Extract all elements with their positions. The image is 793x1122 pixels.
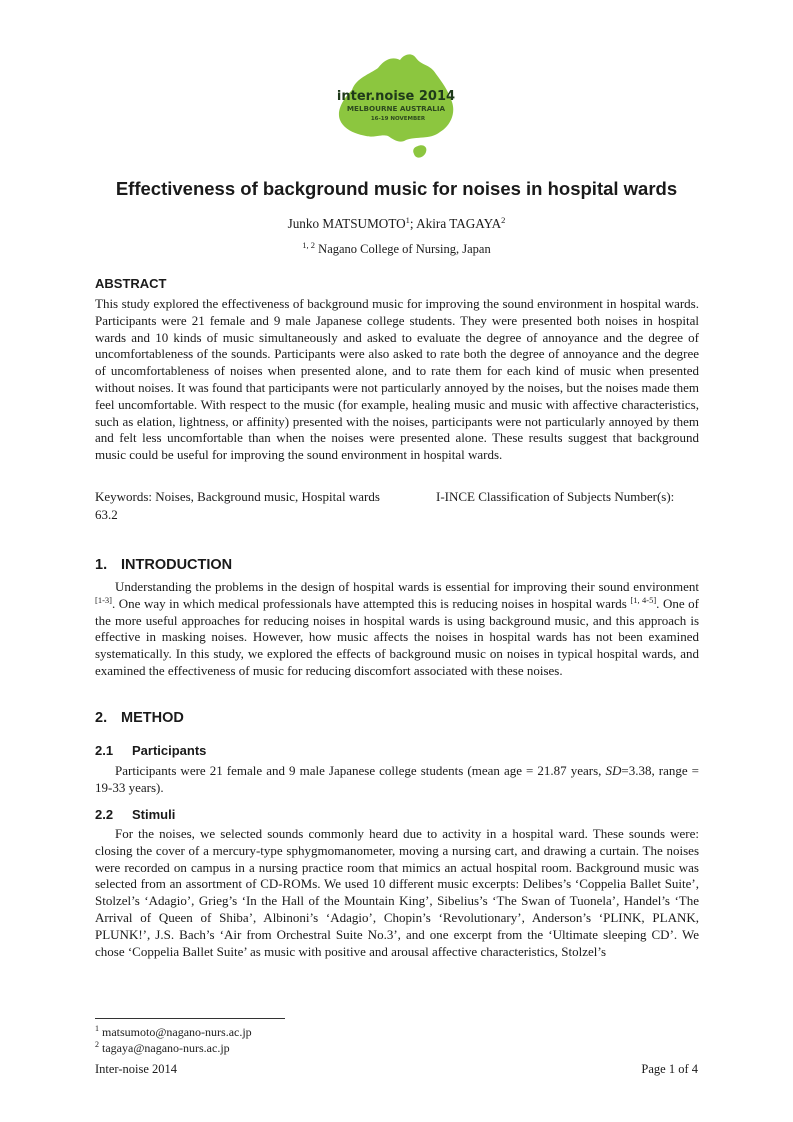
- subsection-title: Participants: [132, 743, 207, 758]
- participants-paragraph: [95, 763, 699, 797]
- footer-page-number: Page 1 of 4: [641, 1062, 698, 1076]
- author-1: Junko MATSUMOTO: [287, 216, 406, 231]
- paper-title: Effectiveness of background music for noises in hospital wards: [115, 178, 678, 199]
- author-line: [60, 216, 733, 233]
- logo-text-main: inter.noise 2014: [336, 89, 456, 104]
- tasmania-shape: [413, 145, 426, 157]
- participants-text-1: Participants were 21 female and 9 male Japanese college students (mean age = 21.87 years,: [115, 763, 606, 778]
- classification-label: I-INCE Classification of Subjects Number(s):: [436, 489, 675, 504]
- footnote-mark: 1: [95, 1024, 99, 1033]
- author-1-mark: 1: [405, 215, 410, 225]
- section-method-heading: [95, 710, 184, 727]
- sd-symbol: SD: [605, 763, 622, 778]
- affiliation-text: Nagano College of Nursing, Japan: [315, 242, 491, 256]
- inter-noise-2014-logo: [330, 50, 462, 162]
- footnote-mark: 2: [95, 1040, 99, 1049]
- section-title: METHOD: [121, 710, 184, 726]
- author-2: Akira TAGAYA: [416, 216, 502, 231]
- logo-text-dates: 16-19 NOVEMBER: [370, 116, 426, 122]
- footnote-divider: [95, 1018, 285, 1019]
- keywords: Keywords: Noises, Background music, Hospital wards: [95, 489, 380, 504]
- author-separator: ;: [409, 216, 417, 231]
- intro-text-2: . One way in which medical professionals have attempted this is reducing noises in hospital wards: [112, 595, 631, 611]
- abstract-text: This study explored the effectiveness of background music for improving the sound environment in hospital wards. Participants were 21 female and 9 male Japanese college students. They were presented both noises in hospital wards and 10 kinds of music simultaneously and asked to evaluate the degree of annoyance and the degree of uncomfortableness of the sounds. Participants were also asked to rate both the degree of annoyance and the degree of uncomfortableness of noises when presented alone, and to rate them for each kind of music when presented without noises. It was found that participants were not particularly annoyed by the noises, but the noises made them feel uncomfortable. With respect to the music (for example, healing music and music with affective characteristics, such as elation, lightness, or affinity) presented with the noises, participants were not particularly annoyed by them and felt less uncomfortable than when the noises were presented alone. These results suggest that background music could be useful for improving the sound environment in hospital wards.: [95, 296, 699, 463]
- intro-text-3: . One of the more useful approaches for reducing noises in hospital wards is using background music, and this approach is effective in masking noises. However, how music affects the noises in hospital wards has not been examined systematically. In this study, we explored the effects of background music on noises in typical hospital wards, and examined the effectiveness of music for reducing discomfort associated with these noises.: [95, 595, 699, 678]
- subsection-number: 2.1: [95, 743, 114, 758]
- intro-text-1: Understanding the problems in the design of hospital wards is essential for improving their sound environment: [115, 579, 699, 594]
- subsection-participants-heading: [95, 743, 206, 760]
- citation-1-3: [1-3]: [95, 594, 112, 605]
- subsection-title: Stimuli: [132, 807, 176, 822]
- citation-1-4-5: [1, 4-5]: [630, 594, 657, 605]
- stimuli-paragraph: For the noises, we selected sounds commonly heard due to activity in a hospital ward. These sounds were: closing the cover of a mercury-type sphygmomanometer, moving a nursing cart, and drawing a curtain. The noises were recorded on campus in a nursing practice room that mimics an actual hospital room. Background music was selected from an assortment of CD-ROMs. We used 10 different music excerpts: Delibes’s ‘Coppelia Ballet Suite’, Stolzel’s ‘Adagio’, Grieg’s ‘In the Hall of the Mountain King’, Sibelius’s ‘The Swan of Tuonela’, Handel’s ‘The Arrival of Queen of Shiba’, Albinoni’s ‘Adagio’, Chopin’s ‘Revolutionary’, Anderson’s ‘PLINK, PLANK, PLUNK!’, J.S. Bach’s ‘Air from Orchestral Suite No.3’, and one excerpt from the ‘Ultimate sleeping CD’. We chose ‘Coppelia Ballet Suite’ as music with positive and arousal affective characteristics, Stolzel’s: [95, 826, 699, 959]
- subsection-stimuli-heading: [95, 807, 175, 824]
- classification-number: 63.2: [95, 507, 118, 522]
- affiliation-marks: 1, 2: [302, 240, 316, 250]
- author-2-mark: 2: [501, 215, 506, 225]
- subsection-number: 2.2: [95, 807, 114, 822]
- introduction-paragraph: [95, 579, 699, 680]
- footnote-2: [95, 1040, 230, 1057]
- logo-text-location: MELBOURNE AUSTRALIA: [346, 104, 446, 113]
- footnote-1: [95, 1024, 252, 1041]
- participants-text-2: =3.38, range = 19-33 years).: [95, 763, 699, 795]
- section-title: INTRODUCTION: [121, 557, 233, 573]
- section-number: 1.: [95, 557, 108, 573]
- footnote-email: tagaya@nagano-nurs.ac.jp: [102, 1041, 230, 1055]
- section-introduction-heading: [95, 557, 232, 574]
- footer-conference: Inter-noise 2014: [95, 1062, 178, 1076]
- footnote-email: matsumoto@nagano-nurs.ac.jp: [102, 1025, 252, 1039]
- affiliation: [60, 241, 733, 258]
- section-number: 2.: [95, 710, 108, 726]
- abstract-heading: ABSTRACT: [95, 276, 167, 291]
